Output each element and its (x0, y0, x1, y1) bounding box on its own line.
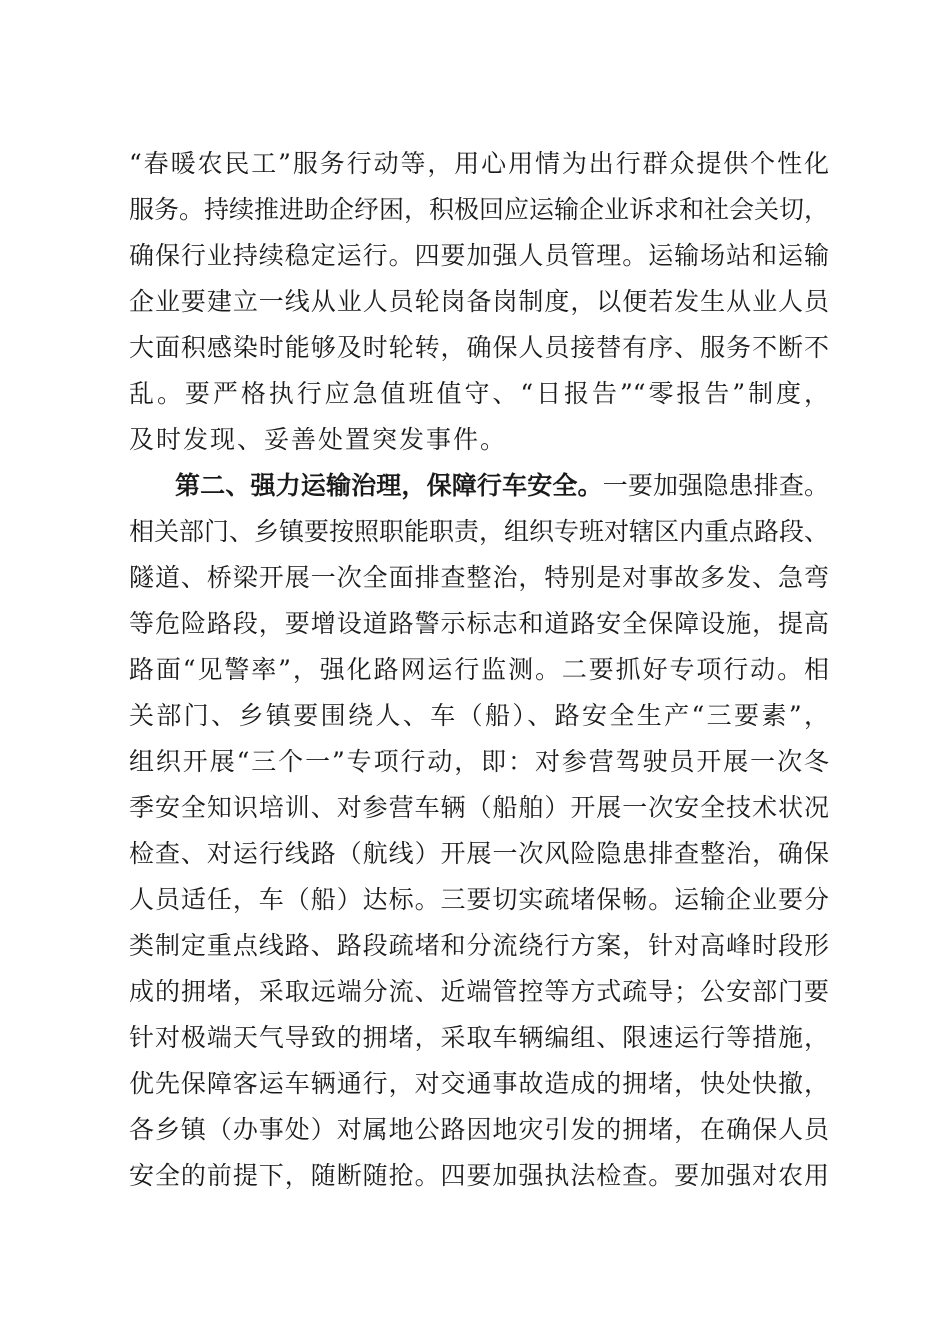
text-line: 路面“见警率”，强化路网运行监测。二要抓好专项行动。相 (129, 655, 829, 684)
text-line-first (129, 463, 829, 509)
text-line: 隧道、桥梁开展一次全面排查整治，特别是对事故多发、急弯 (129, 563, 829, 592)
text-line: 季安全知识培训、对参营车辆（船舶）开展一次安全技术状况 (129, 793, 829, 822)
paragraph-1 (129, 141, 829, 463)
text-line: “春暖农民工”服务行动等，用心用情为出行群众提供个性化 (129, 149, 829, 178)
heading-line-rest: 一要加强隐患排查。 (602, 471, 829, 500)
text-line: 关部门、乡镇要围绕人、车（船）、路安全生产“三要素”， (129, 701, 829, 730)
text-line: 类制定重点线路、路段疏堵和分流绕行方案，针对高峰时段形 (129, 931, 829, 960)
text-line: 优先保障客运车辆通行，对交通事故造成的拥堵，快处快撤， (129, 1069, 829, 1098)
text-line: 安全的前提下，随断随抢。四要加强执法检查。要加强对农用 (129, 1161, 829, 1190)
text-line: 成的拥堵，采取远端分流、近端管控等方式疏导；公安部门要 (129, 977, 829, 1006)
text-line: 大面积感染时能够及时轮转，确保人员接替有序、服务不断不 (129, 333, 829, 362)
text-line: 等危险路段，要增设道路警示标志和道路安全保障设施，提高 (129, 609, 829, 638)
text-line: 相关部门、乡镇要按照职能职责，组织专班对辖区内重点路段、 (129, 517, 830, 546)
text-line: 检查、对运行线路（航线）开展一次风险隐患排查整治，确保 (129, 839, 829, 868)
text-line: 各乡镇（办事处）对属地公路因地灾引发的拥堵，在确保人员 (129, 1115, 829, 1144)
text-line: 服务。持续推进助企纾困，积极回应运输企业诉求和社会关切， (129, 195, 830, 224)
paragraph-2 (129, 463, 829, 1199)
text-line: 人员适任，车（船）达标。三要切实疏堵保畅。运输企业要分 (129, 885, 829, 914)
text-line: 乱。要严格执行应急值班值守、“日报告”“零报告”制度， (129, 379, 829, 408)
text-line: 企业要建立一线从业人员轮岗备岗制度，以便若发生从业人员 (129, 287, 829, 316)
text-line: 及时发现、妥善处置突发事件。 (129, 425, 508, 454)
text-line: 针对极端天气导致的拥堵，采取车辆编组、限速运行等措施， (129, 1023, 829, 1052)
text-line: 确保行业持续稳定运行。四要加强人员管理。运输场站和运输 (129, 241, 829, 270)
section-heading: 第二、强力运输治理，保障行车安全。 (175, 471, 603, 500)
document-body (129, 141, 829, 1199)
text-line: 组织开展“三个一”专项行动，即：对参营驾驶员开展一次冬 (129, 747, 829, 776)
